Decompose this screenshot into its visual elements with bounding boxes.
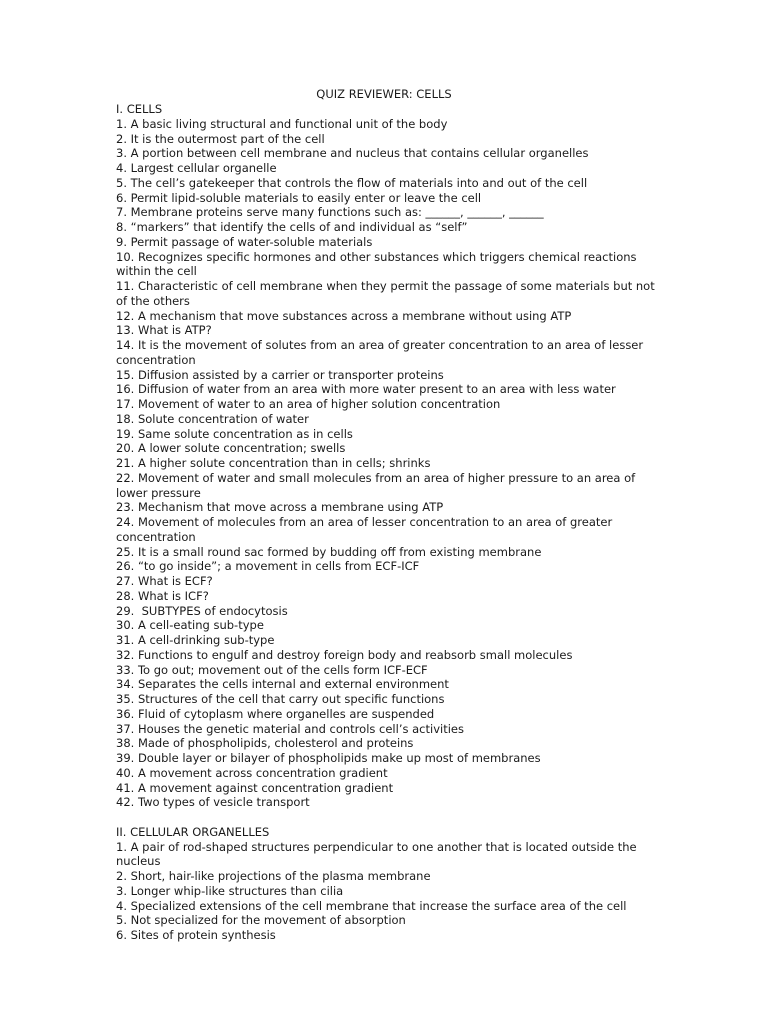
quiz-item: 15. Diffusion assisted by a carrier or transporter proteins bbox=[116, 367, 444, 382]
quiz-item: 28. What is ICF? bbox=[116, 588, 209, 603]
quiz-item: 8. “markers” that identify the cells of and individual as “self” bbox=[116, 220, 468, 234]
quiz-item: 36. Fluid of cytoplasm where organelles are suspended bbox=[116, 706, 435, 721]
quiz-item: 22. Movement of water and small molecules from an area of higher pressure to an area of lower pressure bbox=[116, 470, 639, 500]
quiz-item: 25. It is a small round sac formed by budding off from existing membrane bbox=[116, 544, 542, 559]
quiz-item: 29. SUBTYPES of endocytosis bbox=[116, 603, 288, 618]
quiz-item: 3. Longer whip-like structures than cilia bbox=[116, 883, 344, 898]
section-spacer bbox=[116, 810, 656, 825]
quiz-item: 1. A basic living structural and functional unit of the body bbox=[116, 116, 448, 131]
quiz-item: 1. A pair of rod-shaped structures perpendicular to one another that is located outside the nucleus bbox=[116, 839, 641, 869]
quiz-item: 20. A lower solute concentration; swells bbox=[116, 441, 346, 456]
quiz-item: 13. What is ATP? bbox=[116, 323, 212, 338]
quiz-item: 3. A portion between cell membrane and nucleus that contains cellular organelles bbox=[116, 146, 589, 161]
quiz-item: 19. Same solute concentration as in cells bbox=[116, 426, 353, 441]
quiz-item: 6. Sites of protein synthesis bbox=[116, 928, 276, 942]
quiz-item: 18. Solute concentration of water bbox=[116, 411, 309, 426]
quiz-item: 12. A mechanism that move substances across a membrane without using ATP bbox=[116, 308, 572, 323]
quiz-item: 26. “to go inside”; a movement in cells from ECF-ICF bbox=[116, 559, 420, 574]
quiz-item: 35. Structures of the cell that carry out specific functions bbox=[116, 692, 445, 706]
quiz-item: 32. Functions to engulf and destroy foreign body and reabsorb small molecules bbox=[116, 647, 573, 662]
quiz-item: 33. To go out; movement out of the cells form ICF-ECF bbox=[116, 662, 428, 677]
quiz-item: 2. Short, hair-like projections of the plasma membrane bbox=[116, 869, 431, 883]
quiz-item: 14. It is the movement of solutes from an area of greater concentration to an area of lesser concentration bbox=[116, 338, 647, 367]
quiz-item: 17. Movement of water to an area of higher solution concentration bbox=[116, 397, 501, 411]
quiz-item: 5. Not specialized for the movement of absorption bbox=[116, 913, 406, 928]
quiz-item: 24. Movement of molecules from an area of lesser concentration to an area of greater concentration bbox=[116, 515, 616, 544]
quiz-item: 9. Permit passage of water-soluble materials bbox=[116, 234, 373, 249]
quiz-item: 37. Houses the genetic material and controls cell’s activities bbox=[116, 721, 464, 736]
quiz-item: 5. The cell’s gatekeeper that controls the flow of materials into and out of the cell bbox=[116, 175, 588, 190]
quiz-item: 21. A higher solute concentration than in cells; shrinks bbox=[116, 456, 431, 470]
quiz-item: 42. Two types of vesicle transport bbox=[116, 795, 310, 810]
section-heading: I. CELLS bbox=[116, 102, 163, 116]
quiz-item: 2. It is the outermost part of the cell bbox=[116, 131, 325, 146]
quiz-item: 27. What is ECF? bbox=[116, 574, 213, 588]
quiz-content bbox=[116, 102, 659, 943]
quiz-item: 4. Largest cellular organelle bbox=[116, 161, 277, 175]
quiz-item: 11. Characteristic of cell membrane when they permit the passage of some materials but not of the others bbox=[116, 279, 659, 308]
quiz-item: 7. Membrane proteins serve many functions such as: ______, ______, ______ bbox=[116, 205, 544, 220]
quiz-item: 40. A movement across concentration gradient bbox=[116, 765, 388, 780]
page-title: QUIZ REVIEWER: CELLS bbox=[316, 87, 452, 101]
quiz-item: 10. Recognizes specific hormones and other substances which triggers chemical reactions within the cell bbox=[116, 249, 641, 279]
quiz-item: 41. A movement against concentration gradient bbox=[116, 780, 394, 795]
quiz-item: 30. A cell-eating sub-type bbox=[116, 618, 264, 633]
quiz-item: 4. Specialized extensions of the cell membrane that increase the surface area of the cell bbox=[116, 898, 627, 913]
quiz-item: 38. Made of phospholipids, cholesterol and proteins bbox=[116, 736, 414, 751]
quiz-item: 16. Diffusion of water from an area with more water present to an area with less water bbox=[116, 382, 616, 397]
quiz-item: 6. Permit lipid-soluble materials to easily enter or leave the cell bbox=[116, 190, 482, 205]
quiz-item: 39. Double layer or bilayer of phospholipids make up most of membranes bbox=[116, 751, 541, 765]
quiz-item: 31. A cell-drinking sub-type bbox=[116, 633, 275, 647]
quiz-item: 23. Mechanism that move across a membrane using ATP bbox=[116, 500, 444, 515]
quiz-item: 34. Separates the cells internal and external environment bbox=[116, 677, 449, 692]
section-heading: II. CELLULAR ORGANELLES bbox=[116, 824, 270, 839]
